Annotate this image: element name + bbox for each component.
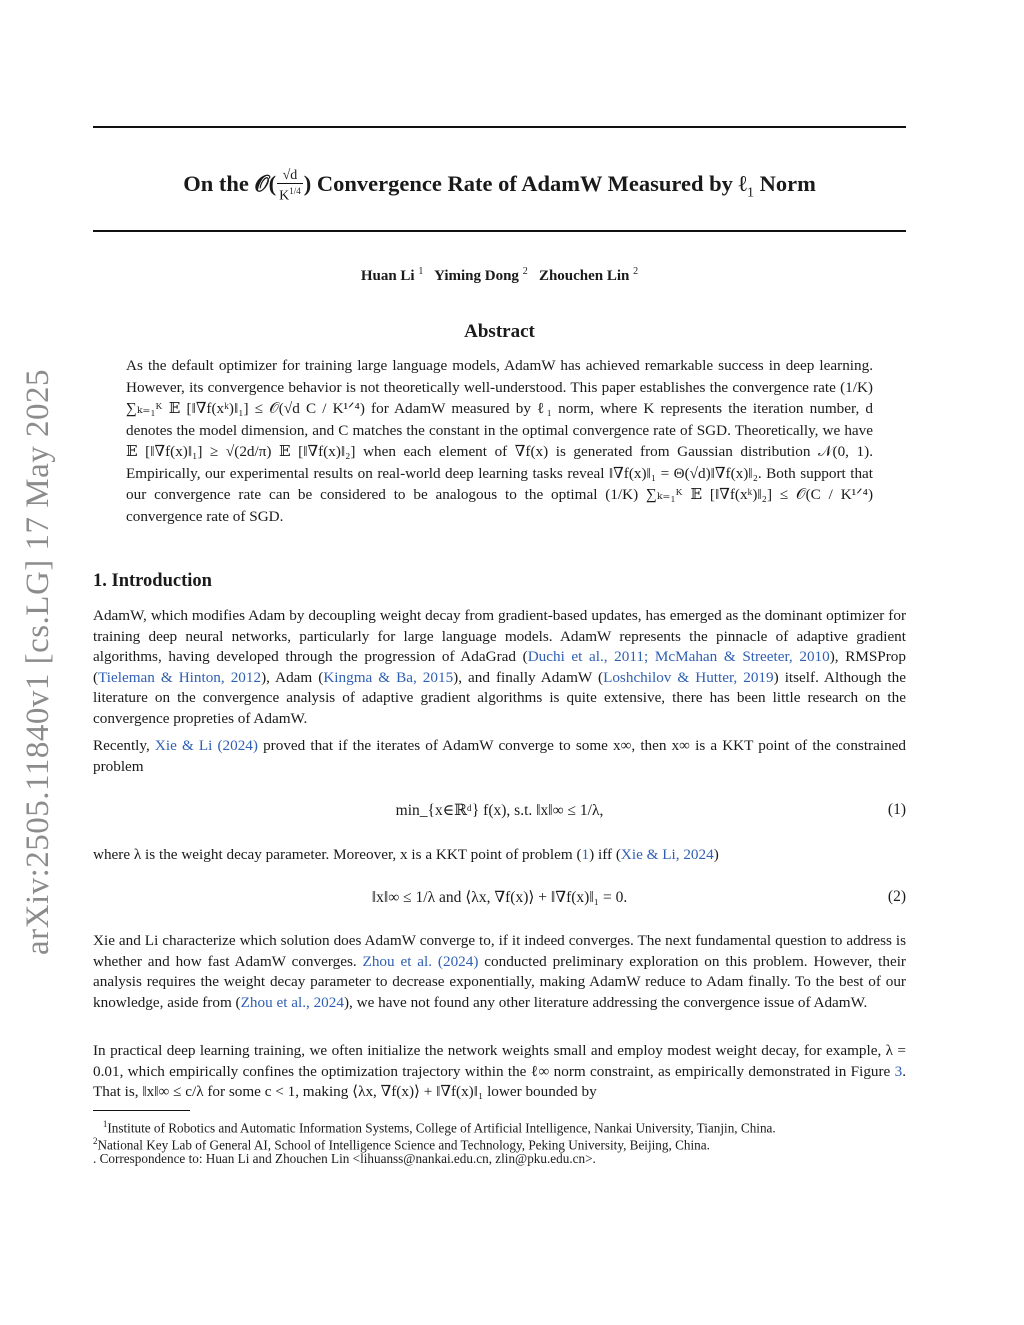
footnote-correspondence: . Correspondence to: Huan Li and Zhouchen Lin <lihuanss@nankai.edu.cn, zlin@pku.edu.cn>. bbox=[93, 1151, 596, 1166]
footnote-affil-2: $^2$National Key Lab of General AI, School of Intelligence Science and Technology, Peking University, Beijing, China. bbox=[93, 1136, 710, 1153]
title-sub: 1 bbox=[746, 185, 754, 201]
title-end: Norm bbox=[753, 170, 816, 196]
citation-link[interactable]: Tieleman & Hinton, 2012 bbox=[98, 668, 262, 686]
citation-link[interactable]: Kingma & Ba, 2015 bbox=[323, 668, 454, 686]
title-bottom-rule bbox=[93, 230, 906, 232]
equation-1 bbox=[93, 801, 906, 820]
paper-title bbox=[93, 168, 906, 204]
title-top-rule bbox=[93, 126, 906, 128]
title-prefix: On the 𝒪( bbox=[183, 170, 277, 196]
title-frac-num: √d bbox=[277, 168, 303, 184]
section-heading-introduction: 1. Introduction bbox=[93, 571, 212, 591]
equation-1-body: min_{x∈ℝᵈ} f(x), s.t. ‖x‖∞ ≤ 1/λ, bbox=[395, 802, 604, 819]
intro-paragraph-1: AdamW, which modifies Adam by decoupling weight decay from gradient-based updates, has emerged as the dominant optimizer for training deep neural networks, particularly for large language models. AdamW represents the pinnacle of adaptive gradient algorithms, having developed through the progression of AdaGrad (Duchi et al., 2011; McMahan & Streeter, 2010), RMSProp (Tieleman & Hinton, 2012), Adam (Kingma & Ba, 2015), and finally AdamW (Loshchilov & Hutter, 2019) itself. Although the literature on the convergence analysis of adaptive gradient algorithms is quite extensive, there has been little research on the convergence propreties of AdamW. bbox=[93, 607, 906, 727]
equation-ref-link[interactable]: 1 bbox=[581, 846, 590, 863]
intro-paragraph-4: Xie and Li characterize which solution does AdamW converge to, if it indeed converges. The next fundamental question to address is whether and how fast AdamW converges. Zhou et al. (2024) conducted preliminary exploration on this problem. However, their analysis requires the weight decay parameter to decrease exponentially, making AdamW reduce to Adam finally. To the best of our knowledge, aside from (Zhou et al., 2024), we have not found any other literature addressing the convergence issue of AdamW. bbox=[93, 932, 906, 1011]
citation-link[interactable]: Duchi et al., 2011; McMahan & Streeter, 2010 bbox=[527, 648, 830, 665]
author: Zhouchen Lin $^2$ bbox=[538, 266, 639, 284]
footnote-rule bbox=[93, 1110, 190, 1111]
equation-2 bbox=[93, 888, 906, 907]
author-list bbox=[93, 266, 906, 285]
footnote-affil-1: $^1$Institute of Robotics and Automatic Information Systems, College of Artificial Intelligence, Nankai University, Tianjin, China. bbox=[102, 1119, 776, 1136]
equation-2-number: (2) bbox=[887, 888, 906, 905]
citation-link[interactable]: Xie & Li (2024) bbox=[154, 737, 258, 754]
intro-paragraph-2: Recently, Xie & Li (2024) proved that if the iterates of AdamW converge to some x∞, then x∞ is a KKT point of the constrained problem bbox=[93, 737, 906, 775]
title-suffix: ) Convergence Rate of AdamW Measured by ℓ bbox=[303, 170, 747, 196]
title-frac-den: $K^{1/4}$ bbox=[279, 186, 301, 204]
abstract-math-2: 𝔼 [‖∇f(x)‖₁] ≥ √(2d/π) 𝔼 [‖∇f(x)‖₂] bbox=[126, 443, 356, 460]
arxiv-stamp: arXiv:2505.11840v1 [cs.LG] 17 May 2025 bbox=[20, 368, 56, 955]
citation-link[interactable]: Xie & Li, 2024 bbox=[620, 846, 714, 863]
figure-ref-link[interactable]: 3 bbox=[894, 1062, 903, 1080]
abstract-heading: Abstract bbox=[464, 321, 535, 342]
author: Yiming Dong $^2$ bbox=[434, 266, 528, 284]
equation-2-body: ‖x‖∞ ≤ 1/λ and ⟨λx, ∇f(x)⟩ + ‖∇f(x)‖₁ = 0. bbox=[371, 889, 628, 906]
equation-1-number: (1) bbox=[887, 801, 906, 818]
author: Huan Li $^1$ bbox=[360, 266, 424, 284]
abstract-math-4: (1/K) ∑ₖ₌₁ᴷ 𝔼 [‖∇f(xᵏ)‖₂] ≤ 𝒪(C / K¹ᐟ⁴) bbox=[605, 486, 874, 503]
citation-link[interactable]: Zhou et al., 2024 bbox=[240, 993, 344, 1011]
abstract-math-1: (1/K) ∑ₖ₌₁ᴷ 𝔼 [‖∇f(xᵏ)‖₁] ≤ 𝒪(√d C / K¹ᐟ⁴) bbox=[126, 378, 873, 417]
citation-link[interactable]: Zhou et al. (2024) bbox=[362, 952, 479, 970]
title-fraction bbox=[277, 168, 303, 204]
intro-paragraph-5: In practical deep learning training, we often initialize the network weights small and employ modest weight decay, for example, λ = 0.01, which empirically confines the optimization trajectory within the ℓ∞ norm constraint, as empirically demonstrated in Figure 3. That is, ‖x‖∞ ≤ c/λ for some c < 1, making ⟨λx, ∇f(x)⟩ + ‖∇f(x)‖₁ lower bounded by bbox=[93, 1042, 906, 1100]
citation-link[interactable]: Loshchilov & Hutter, 2019 bbox=[603, 668, 774, 686]
abstract-body: As the default optimizer for training large language models, AdamW has achieved remarkable success in deep learning. However, its convergence behavior is not theoretically well-understood. This paper establishes the convergence rate (1/K) ∑ₖ₌₁ᴷ 𝔼 [‖∇f(xᵏ)‖₁] ≤ 𝒪(√d C / K¹ᐟ⁴) for AdamW measured by ℓ₁ norm, where K represents the iteration number, d denotes the model dimension, and C matches the constant in the optimal convergence rate of SGD. Theoretically, we have 𝔼 [‖∇f(x)‖₁] ≥ √(2d/π) 𝔼 [‖∇f(x)‖₂] when each element of ∇f(x) is generated from Gaussian distribution 𝒩(0, 1). Empirically, our experimental results on real-world deep learning tasks reveal ‖∇f(x)‖₁ = Θ(√d)‖∇f(x)‖₂. Both support that our convergence rate can be considered to be analogous to the optimal (1/K) ∑ₖ₌₁ᴷ 𝔼 [‖∇f(xᵏ)‖₂] ≤ 𝒪(C / K¹ᐟ⁴) convergence rate of SGD. bbox=[126, 357, 874, 525]
intro-paragraph-3: where λ is the weight decay parameter. Moreover, x is a KKT point of problem (1) iff (Xie & Li, 2024) bbox=[93, 846, 719, 863]
abstract-math-3: ‖∇f(x)‖₁ = Θ(√d)‖∇f(x)‖₂ bbox=[608, 464, 758, 482]
